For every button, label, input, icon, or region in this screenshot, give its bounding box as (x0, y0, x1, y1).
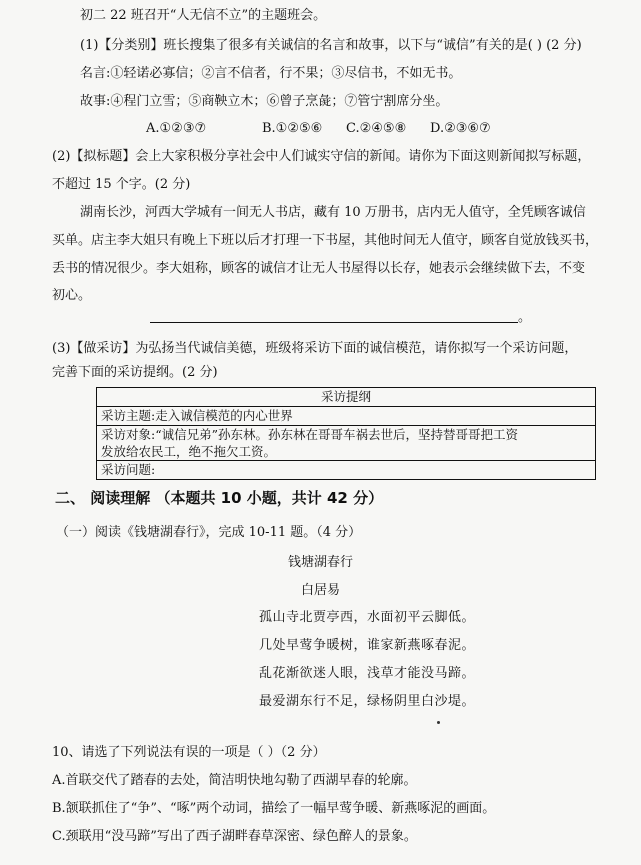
poem-line: 孤山寺北贾亭西，水面初平云脚低。 (259, 610, 476, 625)
q3-stem: (3)【做采访】为弘扬当代诚信美德，班级将采访下面的诚信模范，请你拟写一个采访问题， (52, 341, 578, 356)
reading-intro: （一）阅读《钱塘湖春行》，完成 10-11 题。（4 分） (56, 525, 362, 540)
answer-blank-end: 。 (518, 310, 532, 325)
outline-header: 采访提纲 (97, 388, 596, 407)
poem-title: 钱塘湖春行 (287, 555, 353, 570)
poem-line: 几处早莺争暖树，谁家新燕啄春泥。 (259, 638, 476, 653)
q1-option-c: C.②④⑤⑧ (346, 121, 407, 136)
q2-stem-2: 不超过 15 个字。(2 分) (52, 177, 191, 192)
interview-outline-table (96, 387, 596, 480)
poem-line: 乱花渐欲迷人眼，浅草才能没马蹄。 (259, 666, 476, 681)
q1-stem: (1)【分类别】班长搜集了很多有关诚信的名言和故事，以下与“诚信”有关的是( ) (2 分) (80, 38, 582, 53)
section-heading: 二、 阅读理解 （本题共 10 小题，共计 42 分） (55, 489, 384, 507)
q10-option-a: A.首联交代了踏春的去处，简洁明快地勾勒了西湖早春的轮廓。 (52, 773, 417, 788)
q1-quotes: 名言:①轻诺必寡信；②言不信者，行不果；③尽信书，不如无书。 (80, 66, 462, 81)
q1-option-a: A.①②③⑦ (146, 121, 207, 136)
q1-stories: 故事:④程门立雪；⑤商鞅立木；⑥曾子烹彘；⑦管宁割席分坐。 (80, 94, 449, 109)
q10-option-b: B.颔联抓住了“争”、“啄”两个动词，描绘了一幅早莺争暖、新燕啄泥的画面。 (52, 801, 496, 816)
outline-target-line-1: 采访对象:“诚信兄弟”孙东林。孙东林在哥哥车祸去世后，坚持替哥哥把工资 (101, 427, 518, 442)
outline-topic: 采访主题:走入诚信模范的内心世界 (97, 407, 596, 426)
q2-news-line: 初心。 (52, 288, 92, 303)
q2-stem: (2)【拟标题】会上大家积极分享社会中人们诚实守信的新闻。请你为下面这则新闻拟写标题， (52, 149, 591, 164)
q3-stem-2: 完善下面的采访提纲。(2 分) (52, 365, 218, 380)
poem-line: 最爱湖东行不足，绿杨阴里白沙堤。 (259, 694, 476, 709)
q2-news-line: 丢书的情况很少。李大姐称，顾客的诚信才让无人书屋得以长存，她表示会继续做下去，不变 (52, 261, 586, 276)
q10-stem: 10、请选了下列说法有误的一项是（ ）（2 分） (52, 745, 326, 760)
q1-option-b: B.①②⑤⑥ (262, 121, 323, 136)
q10-option-c: C.颈联用“没马蹄”写出了西子湖畔春草深密、绿色醉人的景象。 (52, 829, 417, 844)
outline-question[interactable]: 采访问题: (97, 461, 596, 480)
outline-target (97, 426, 596, 461)
q2-news-line: 买单。店主李大姐只有晚上下班以后才打理一下书屋，其他时间无人值守，顾客自觉放钱买书， (52, 233, 599, 248)
q1-option-d: D.②③⑥⑦ (430, 121, 491, 136)
speck-dot (437, 721, 440, 724)
poem-author: 白居易 (300, 583, 340, 598)
answer-blank-line[interactable] (150, 322, 518, 323)
intro-line: 初二 22 班召开“人无信不立”的主题班会。 (80, 8, 327, 23)
q2-news-line: 湖南长沙，河西大学城有一间无人书店，藏有 10 万册书，店内无人值守，全凭顾客诚信 (80, 205, 586, 220)
outline-target-line-2: 发放给农民工，绝不拖欠工资。 (101, 444, 277, 459)
